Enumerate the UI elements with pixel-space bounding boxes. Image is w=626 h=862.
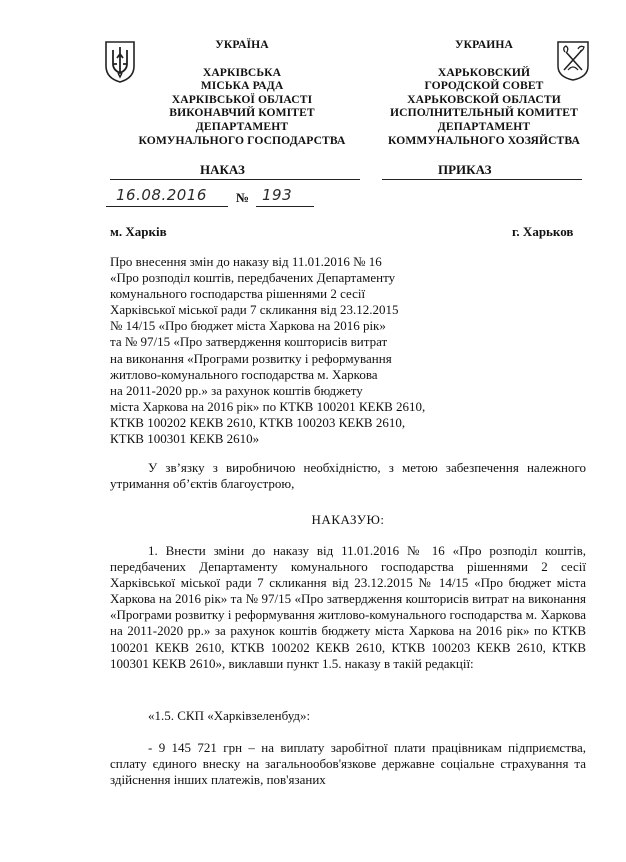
subject-line: КТКВ 100301 КЕКВ 2610»: [110, 431, 260, 447]
divider: [110, 179, 360, 180]
authority-line: КОММУНАЛЬНОГО ХОЗЯЙСТВА: [388, 133, 580, 147]
place-ru: г. Харьков: [512, 224, 574, 239]
subject-line: на виконання «Програми розвитку і реформування: [110, 350, 392, 366]
authority-line: ДЕПАРТАМЕНТ: [195, 119, 289, 133]
number-underline: [256, 206, 314, 207]
doc-type-left: НАКАЗ: [200, 162, 245, 177]
registration-number: 193: [262, 186, 293, 204]
authority-line: КОМУНАЛЬНОГО ГОСПОДАРСТВА: [138, 133, 346, 147]
subject-line: на 2011-2020 рр.» за рахунок коштів бюджету: [110, 382, 363, 398]
order-item-1: 1. Внести зміни до наказу від 11.01.2016 № 16 «Про розподіл коштів, передбачених Департаменту комунального господарства рішеннями 2 сесії Харківської міської ради 7 скликання від 23.12.2015 № 14/15 «Про бюджет міста Харкова на 2016 рік» та № 97/15 «Про затвердження кошторисів витрат на виконання «Програми розвитку і реформування житлово-комунального господарства м. Харкова на 2011-2020 рр.» за рахунок коштів бюджету міста Харкова на 2016 рік» по КТКВ 100201 КЕКВ 2610, КТКВ 100202 КЕКВ 2610, КТКВ 100203 КЕКВ 2610, КТКВ 100301 КЕКВ 2610», виклавши пункт 1.5. наказу в такій редакції:: [110, 543, 586, 671]
subject-line: № 14/15 «Про бюджет міста Харкова на 2016 рік»: [110, 318, 386, 334]
number-sign: №: [236, 190, 250, 205]
authority-line: ХАРКІВСЬКА: [202, 65, 282, 79]
authority-line: ДЕПАРТАМЕНТ: [437, 119, 531, 133]
subject-line: та № 97/15 «Про затвердження кошторисів витрат: [110, 334, 388, 350]
authority-line: ХАРЬКОВСКОЙ ОБЛАСТИ: [407, 92, 561, 106]
registration-line: [104, 186, 314, 210]
subject-line: Харківської міської ради 7 скликання від 23.12.2015: [110, 302, 399, 318]
divider: [382, 179, 582, 180]
registration-date: 16.08.2016: [116, 186, 207, 204]
authority-line: ГОРОДСКОЙ СОВЕТ: [424, 79, 544, 93]
country-ua: УКРАЇНА: [215, 38, 269, 51]
authority-line: ХАРКІВСЬКОЇ ОБЛАСТІ: [171, 92, 313, 106]
order-subject: [110, 254, 425, 447]
subject-line: «Про розподіл коштів, передбачених Департаменту: [110, 270, 396, 286]
country-ru: УКРАИНА: [455, 38, 513, 51]
date-underline: [106, 206, 228, 207]
item-1-5-heading: «1.5. СКП «Харківзеленбуд»:: [148, 708, 311, 723]
subject-line: КТКВ 100202 КЕКВ 2610, КТКВ 100203 КЕКВ 2610,: [110, 414, 406, 430]
subject-line: житлово-комунального господарства м. Харкова: [110, 366, 378, 382]
authority-line: ХАРЬКОВСКИЙ: [437, 65, 531, 79]
header-left: [118, 38, 366, 147]
authority-line: МІСЬКА РАДА: [200, 79, 284, 93]
item-1-5-text: - 9 145 721 грн – на виплату заробітної плати працівникам підприємства, сплату єдиного внеску на загальнообов'язкове державне соціальне страхування та здійснення інших платежів, пов'язаних: [110, 740, 586, 788]
authority-line: ВИКОНАВЧИЙ КОМІТЕТ: [169, 106, 315, 120]
subject-line: міста Харкова на 2016 рік» по КТКВ 100201 КЕКВ 2610,: [110, 398, 426, 414]
order-word: НАКАЗУЮ:: [311, 512, 385, 527]
header-right: [374, 38, 594, 147]
doc-type-right: ПРИКАЗ: [438, 162, 492, 177]
subject-line: Про внесення змін до наказу від 11.01.2016 № 16: [110, 254, 382, 269]
subject-line: комунального господарства рішеннями 2 сесії: [110, 286, 366, 302]
preamble-paragraph: У зв’язку з виробничою необхідністю, з метою забезпечення належного утримання об’єктів благоустрою,: [110, 460, 586, 492]
place-ua: м. Харків: [110, 224, 167, 239]
authority-line: ИСПОЛНИТЕЛЬНЫЙ КОМИТЕТ: [390, 106, 578, 120]
